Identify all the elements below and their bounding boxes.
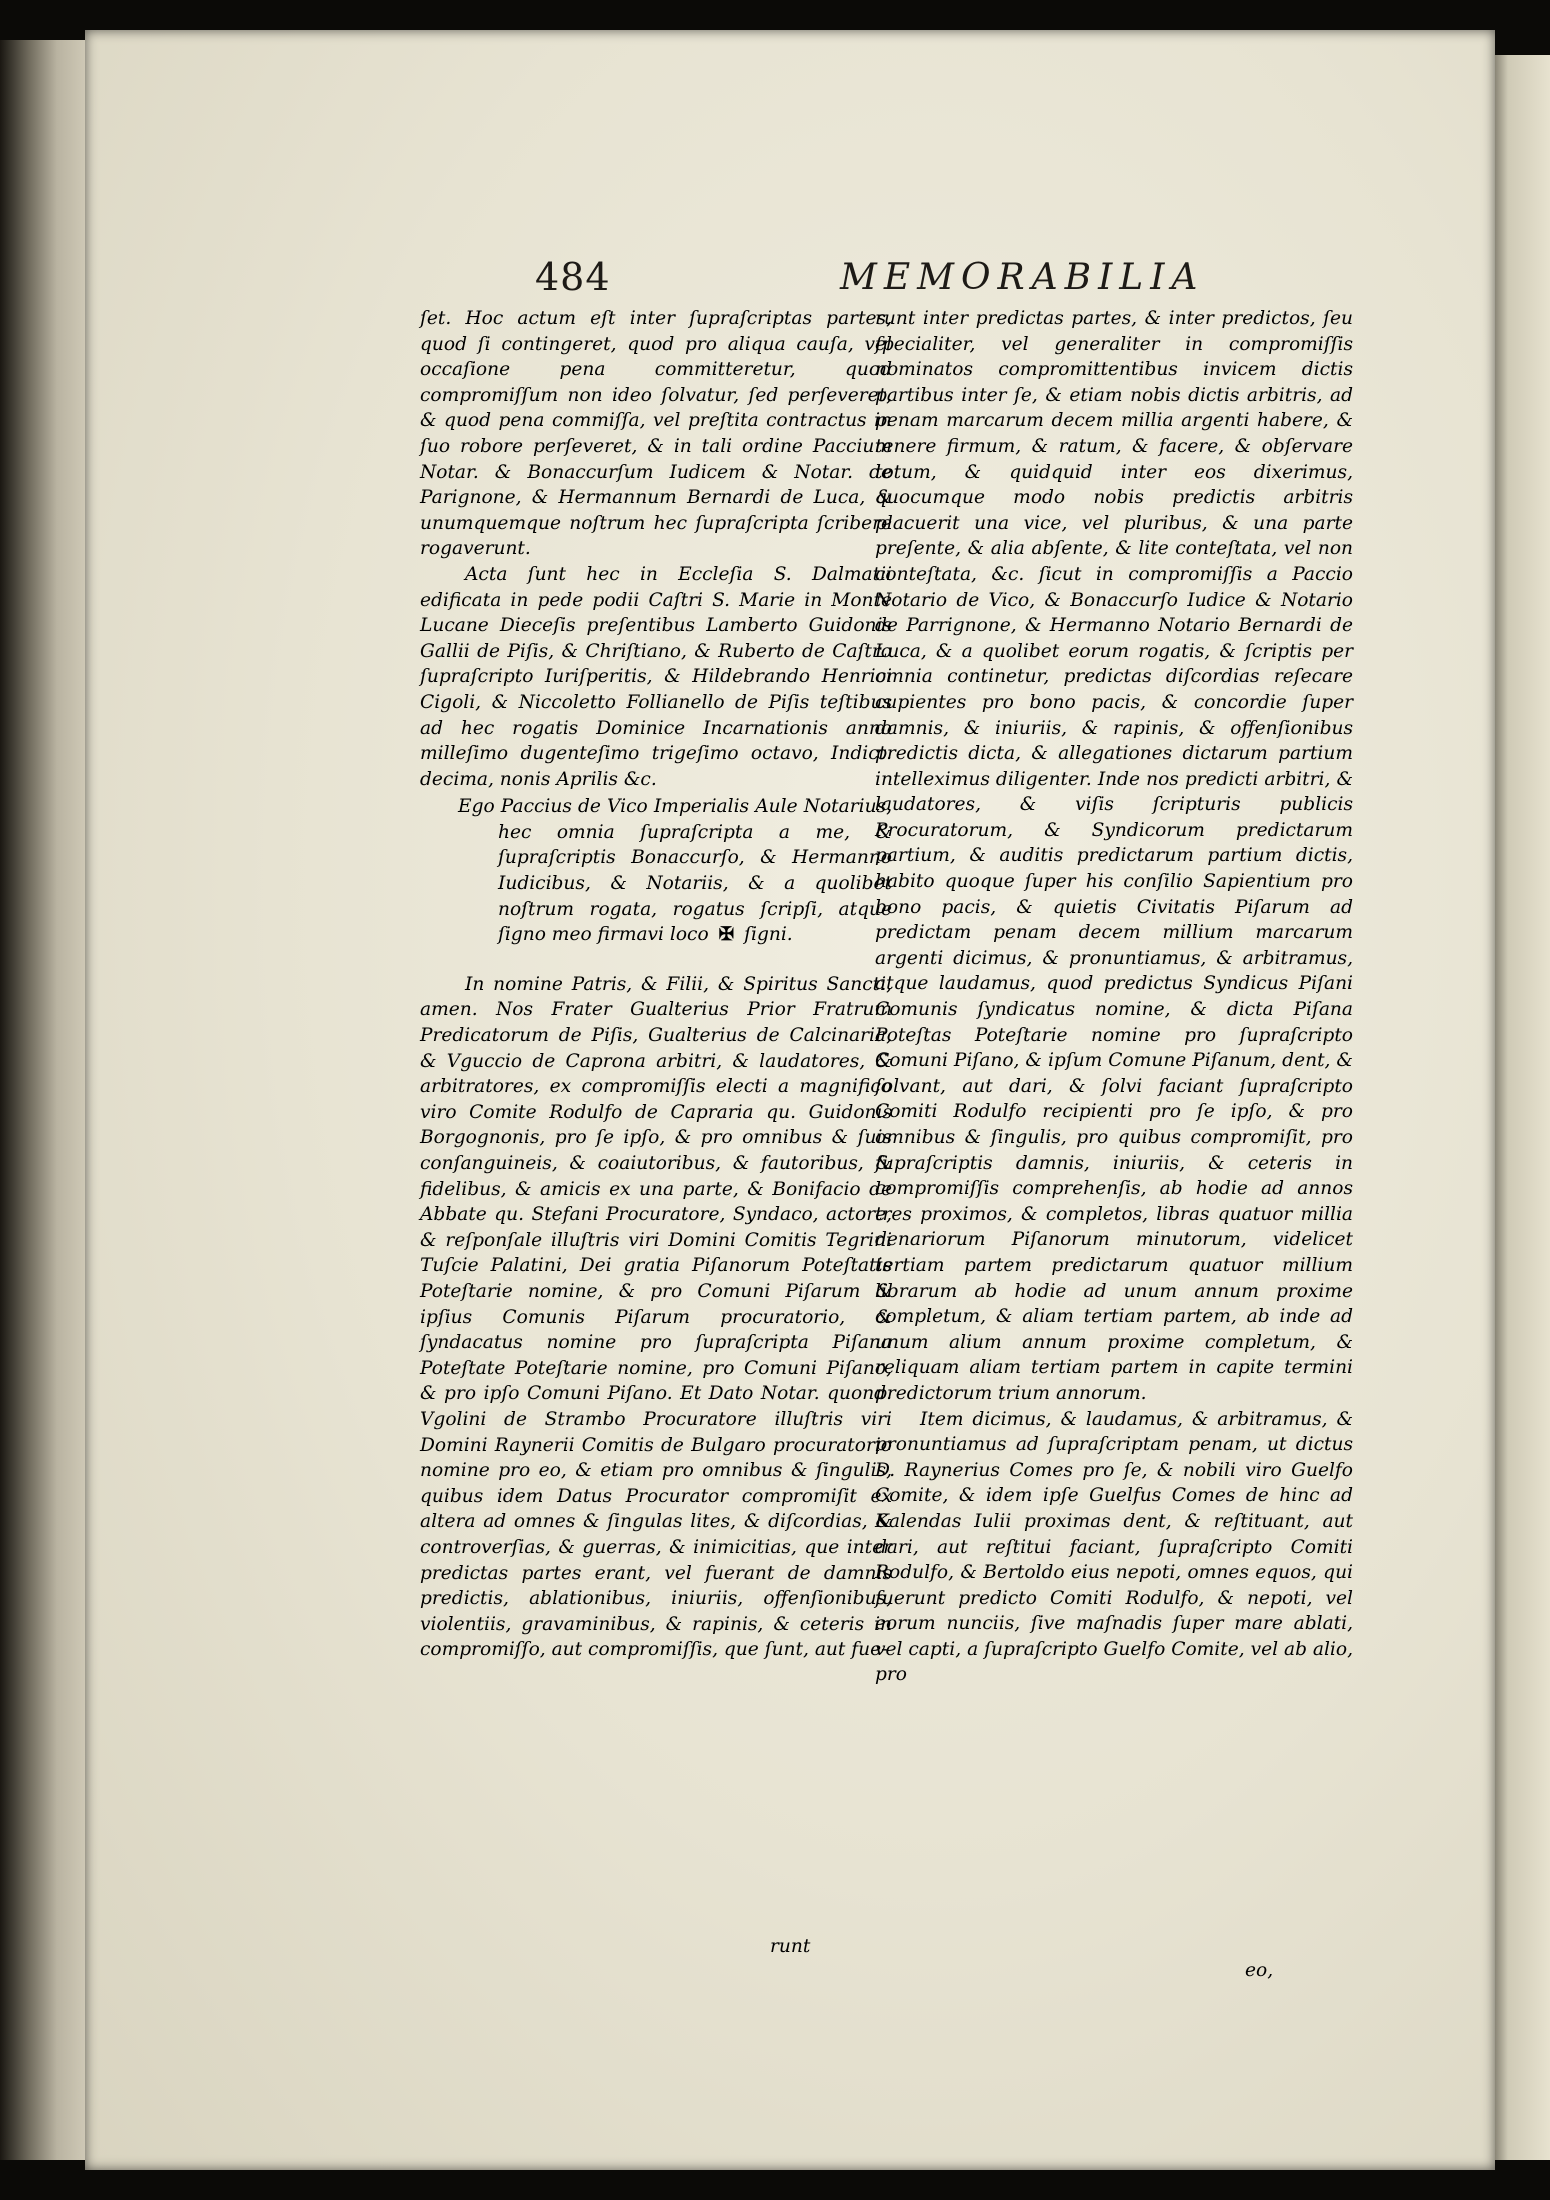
book-edge-left	[0, 40, 95, 2160]
left-paragraph-2: Acta ſunt hec in Eccleſia S. Dalmatii edificata in pede podii Caſtri S. Marie in Monte Lucane Dieceſis preſentibus Lamberto Guidonis Gallii de Piſis, & Chriſtiano, & Ruberto de Caſtro ſupraſcripto Iuriſperitis, & Hildebrando Henrici Cigoli, & Niccoletto Follianello de Piſis teſtibus ad hec rogatis Dominice Incarnationis anno milleſimo dugenteſimo trigeſimo octavo, Indict. decima, nonis Aprilis &c.	[420, 563, 892, 790]
notary-signature-end: ſigni.	[744, 924, 793, 946]
catchword-left: runt	[770, 1936, 811, 1957]
right-paragraph-2: Item dicimus, & laudamus, & arbitramus, & pronuntiamus ad ſupraſcriptam penam, ut dictus D. Raynerius Comes pro ſe, & nobili viro Guelfo Comite, & idem ipſe Guelfus Comes de hinc ad Kalendas Iulii proximas dent, & reſtituant, aut dari, aut reſtitui faciant, ſupraſcripto Comiti Rodulfo, & Bertoldo eius nepoti, omnes equos, qui fuerunt predicto Comiti Rodulfo, & nepoti, vel eorum nunciis, ſive maſnadis ſuper mare ablati, vel capti, a ſupraſcripto Guelfo Comite, vel ab alio, pro	[875, 1408, 1353, 1686]
running-head: MEMORABILIA	[840, 257, 1205, 298]
notary-cross-icon: ✠	[718, 924, 735, 946]
catchword-right: eo,	[1245, 1960, 1274, 1981]
left-paragraph-1: ſet. Hoc actum eſt inter ſupraſcriptas partes, quod ſi contingeret, quod pro aliqua cauſa, vel occaſione pena committeretur, quod compromiſſum non ideo ſolvatur, ſed perſeveret, & quod pena commiſſa, vel preſtita contractus in ſuo robore perſeveret, & in tali ordine Paccium Notar. & Bonaccurſum Iudicem & Notar. de Parignone, & Hermannum Bernardi de Luca, & unumquemque noſtrum hec ſupraſcripta ſcribere rogaverunt.	[420, 308, 892, 560]
right-column	[875, 306, 1353, 1688]
left-paragraph-4: In nomine Patris, & Filii, & Spiritus Sancti, amen. Nos Frater Gualterius Prior Fratrum Predicatorum de Piſis, Gualterius de Calcinaria, & Vguccio de Caprona arbitri, & laudatores, & arbitratores, ex compromiſſis electi a magnifico viro Comite Rodulfo de Capraria qu. Guidonis Borgognonis, pro ſe ipſo, & pro omnibus & ſuis conſanguineis, & coaiutoribus, & fautoribus, & fidelibus, & amicis ex una parte, & Bonifacio de Abbate qu. Stefani Procuratore, Syndaco, actore, & reſponſale illuſtris viri Domini Comitis Tegrini Tuſcie Palatini, Dei gratia Piſanorum Poteſtatis Poteſtarie nomine, & pro Comuni Piſarum & ipſius Comunis Piſarum procuratorio, & ſyndacatus nomine pro ſupraſcripta Piſana Poteſtate Poteſtarie nomine, pro Comuni Piſano, & pro ipſo Comuni Piſano. Et Dato Notar. quond. Vgolini de Strambo Procuratore illuſtris viri Domini Raynerii Comitis de Bulgaro procuratorio nomine pro eo, & etiam pro omnibus & ſingulis, quibus idem Datus Procurator compromiſit ex altera ad omnes & ſingulas lites, & diſcordias, & controverſias, & guerras, & inimicitias, que inter predictas partes erant, vel fuerant de damnis predictis, ablationibus, iniuriis, offenſionibus, violentiis, gravaminibus, & rapinis, & ceteris in compromiſſo, aut compromiſſis, que ſunt, aut fue-	[420, 973, 892, 1661]
left-column	[420, 306, 892, 1663]
notary-signature-text: Ego Paccius de Vico Imperialis Aule Notarius, hec omnia ſupraſcripta a me, & ſupraſcriptis Bonaccurſo, & Hermanno Iudicibus, & Notariis, & a quolibet noſtrum rogata, rogatus ſcripſi, atque ſigno meo firmavi loco	[458, 796, 892, 946]
page-number: 484	[535, 255, 611, 299]
notary-signature-paragraph	[420, 794, 892, 948]
right-paragraph-1: runt inter predictas partes, & inter predictos, ſeu ſpecialiter, vel generaliter in compromiſſis nominatos compromittentibus invicem dictis partibus inter ſe, & etiam nobis dictis arbitris, ad penam marcarum decem millia argenti habere, & tenere firmum, & ratum, & facere, & obſervare totum, & quidquid inter eos dixerimus, quocumque modo nobis predictis arbitris placuerit una vice, vel pluribus, & una parte preſente, & alia abſente, & lite conteſtata, vel non conteſtata, &c. ſicut in compromiſſis a Paccio Notario de Vico, & Bonaccurſo Iudice & Notario de Parrignone, & Hermanno Notario Bernardi de Luca, & a quolibet eorum rogatis, & ſcriptis per omnia continetur, predictas diſcordias reſecare cupientes pro bono pacis, & concordie ſuper damnis, & iniuriis, & rapinis, & offenſionibus predictis dicta, & allegationes dictarum partium intelleximus diligenter. Inde nos predicti arbitri, & laudatores, & viſis ſcripturis publicis Procuratorum, & Syndicorum predictarum partium, & auditis predictarum partium dictis, habito quoque ſuper his conſilio Sapientium pro bono pacis, & quietis Civitatis Piſarum ad predictam penam decem millium marcarum argenti dicimus, & pronuntiamus, & arbitramus, atque laudamus, quod predictus Syndicus Piſani Comunis ſyndicatus nomine, & dicta Piſana Poteſtas Poteſtarie nomine pro ſupraſcripto Comuni Piſano, & ipſum Comune Piſanum, dent, & ſolvant, aut dari, & ſolvi faciant ſupraſcripto Comiti Rodulfo recipienti pro ſe ipſo, & pro omnibus & ſingulis, pro quibus compromiſit, pro ſupraſcriptis damnis, iniuriis, & ceteris in compromiſſis comprehenſis, ab hodie ad annos tres proximos, & completos, libras quatuor millia denariorum Piſanorum minutorum, videlicet tertiam partem predictarum quatuor millium librarum ab hodie ad unum annum proxime completum, & aliam tertiam partem, ab inde ad unum alium annum proxime completum, & reliquam aliam tertiam partem in capite termini predictorum trium annorum.	[875, 308, 1353, 1404]
